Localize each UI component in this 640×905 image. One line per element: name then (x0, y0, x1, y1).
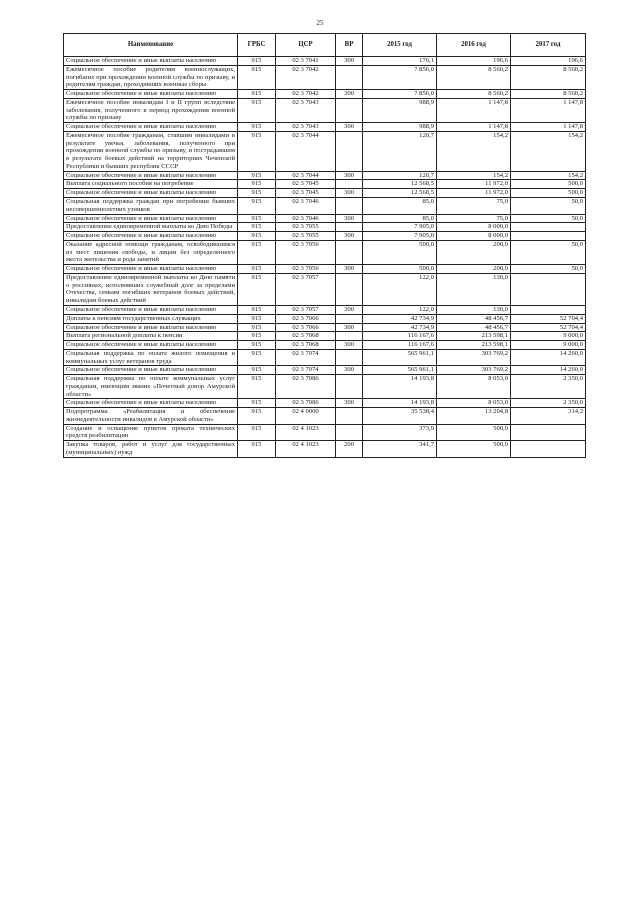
cell-vr: 300 (336, 214, 363, 223)
cell-csr: 02 3 7074 (276, 349, 336, 366)
cell-2016: 8 000,0 (437, 232, 511, 241)
cell-name: Подпрограмма «Реабилитация и обеспечение жизнедеятельности инвалидов в Амурской области» (64, 408, 238, 425)
cell-2016: 154,2 (437, 131, 511, 171)
cell-vr (336, 332, 363, 341)
cell-csr: 02 3 7074 (276, 366, 336, 375)
cell-grbs: 915 (238, 314, 276, 323)
cell-2015: 988,9 (363, 98, 437, 122)
cell-2015: 7 905,0 (363, 232, 437, 241)
cell-2016: 213 598,1 (437, 332, 511, 341)
cell-grbs: 915 (238, 240, 276, 264)
table-row (64, 65, 586, 89)
cell-grbs: 915 (238, 375, 276, 399)
cell-name: Предоставление единовременной выплаты ко Дню Победы (64, 223, 238, 232)
cell-name: Социальная поддержка по оплате жилого помещения и коммунальных услуг ветеранов труда (64, 349, 238, 366)
cell-2016: 11 972,0 (437, 180, 511, 189)
cell-2015: 120,7 (363, 171, 437, 180)
table-row (64, 232, 586, 241)
cell-2015: 988,9 (363, 123, 437, 132)
cell-grbs: 915 (238, 305, 276, 314)
cell-csr: 02 3 7056 (276, 240, 336, 264)
cell-name: Социальное обеспечение и иные выплаты населению (64, 265, 238, 274)
cell-csr: 02 3 7044 (276, 171, 336, 180)
cell-2016: 13 204,8 (437, 408, 511, 425)
cell-csr: 02 3 7068 (276, 341, 336, 350)
cell-name: Социальное обеспечение и иные выплаты населению (64, 214, 238, 223)
cell-vr: 300 (336, 341, 363, 350)
cell-name: Социальное обеспечение и иные выплаты населению (64, 399, 238, 408)
cell-csr: 02 4 1023 (276, 424, 336, 441)
table-row (64, 408, 586, 425)
cell-2017: 9 000,0 (511, 341, 586, 350)
table-row (64, 323, 586, 332)
cell-grbs: 915 (238, 265, 276, 274)
cell-2016: 200,0 (437, 265, 511, 274)
table-row (64, 366, 586, 375)
cell-vr (336, 424, 363, 441)
cell-2015: 35 538,4 (363, 408, 437, 425)
cell-csr: 02 3 7042 (276, 90, 336, 99)
cell-vr: 300 (336, 399, 363, 408)
cell-csr: 02 4 1023 (276, 441, 336, 458)
cell-2016: 500,0 (437, 441, 511, 458)
table-row (64, 90, 586, 99)
cell-name: Доплаты к пенсиям государственных служащих (64, 314, 238, 323)
table-row (64, 424, 586, 441)
cell-vr (336, 198, 363, 215)
cell-2015: 500,0 (363, 240, 437, 264)
cell-csr: 02 3 7043 (276, 123, 336, 132)
cell-name: Закупка товаров, работ и услуг для государственных (муниципальных) нужд (64, 441, 238, 458)
cell-2015: 565 961,1 (363, 349, 437, 366)
cell-2017: 1 147,8 (511, 98, 586, 122)
cell-2017: 9 000,0 (511, 332, 586, 341)
table-row (64, 171, 586, 180)
cell-vr: 300 (336, 366, 363, 375)
cell-vr: 200 (336, 441, 363, 458)
cell-2016: 75,0 (437, 198, 511, 215)
cell-vr (336, 65, 363, 89)
cell-2015: 565 961,1 (363, 366, 437, 375)
page-number: 25 (316, 19, 324, 27)
cell-csr: 02 3 7056 (276, 265, 336, 274)
cell-2017: 2 350,0 (511, 399, 586, 408)
cell-grbs: 915 (238, 232, 276, 241)
cell-2016: 1 147,8 (437, 98, 511, 122)
cell-vr: 300 (336, 189, 363, 198)
cell-2017: 50,0 (511, 214, 586, 223)
cell-2015: 122,0 (363, 305, 437, 314)
cell-vr: 300 (336, 171, 363, 180)
table-row (64, 349, 586, 366)
cell-2015: 116 167,6 (363, 332, 437, 341)
cell-vr (336, 240, 363, 264)
cell-2017 (511, 441, 586, 458)
cell-vr (336, 98, 363, 122)
cell-csr: 02 3 7045 (276, 180, 336, 189)
cell-name: Социальное обеспечение и иные выплаты населению (64, 323, 238, 332)
header-row (64, 34, 586, 57)
cell-csr: 02 3 7055 (276, 232, 336, 241)
cell-2016: 154,2 (437, 171, 511, 180)
table-row (64, 123, 586, 132)
cell-2017: 1 147,8 (511, 123, 586, 132)
table-row (64, 375, 586, 399)
cell-grbs: 915 (238, 65, 276, 89)
cell-csr: 02 3 7066 (276, 314, 336, 323)
cell-2016: 130,0 (437, 273, 511, 305)
cell-csr: 02 3 7055 (276, 223, 336, 232)
cell-2015: 7 905,0 (363, 223, 437, 232)
cell-vr (336, 131, 363, 171)
cell-2015: 122,0 (363, 273, 437, 305)
cell-grbs: 915 (238, 189, 276, 198)
table-row (64, 214, 586, 223)
cell-vr (336, 375, 363, 399)
cell-2017 (511, 424, 586, 441)
cell-2015: 85,0 (363, 214, 437, 223)
cell-csr: 02 3 7045 (276, 189, 336, 198)
cell-2016: 48 456,7 (437, 323, 511, 332)
cell-grbs: 915 (238, 123, 276, 132)
cell-2017: 8 560,2 (511, 65, 586, 89)
cell-grbs: 915 (238, 323, 276, 332)
cell-csr: 02 3 7066 (276, 323, 336, 332)
cell-2017 (511, 223, 586, 232)
cell-2015: 500,0 (363, 265, 437, 274)
cell-grbs: 915 (238, 98, 276, 122)
cell-name: Социальное обеспечение и иные выплаты населению (64, 366, 238, 375)
cell-grbs: 915 (238, 399, 276, 408)
cell-2015: 14 193,8 (363, 375, 437, 399)
cell-2017: 14 260,0 (511, 349, 586, 366)
cell-name: Социальное обеспечение и иные выплаты населению (64, 189, 238, 198)
cell-2016: 213 598,1 (437, 341, 511, 350)
cell-2015: 341,7 (363, 441, 437, 458)
table-row (64, 57, 586, 66)
cell-2017: 8 560,2 (511, 90, 586, 99)
cell-2016: 8 000,0 (437, 223, 511, 232)
cell-csr: 02 3 7044 (276, 131, 336, 171)
cell-csr: 02 3 7046 (276, 214, 336, 223)
cell-grbs: 915 (238, 131, 276, 171)
table-row (64, 265, 586, 274)
cell-2015: 12 568,5 (363, 189, 437, 198)
cell-2015: 85,0 (363, 198, 437, 215)
cell-vr: 300 (336, 123, 363, 132)
header-grbs: ГРБС (238, 34, 276, 57)
cell-vr (336, 180, 363, 189)
cell-csr: 02 3 7043 (276, 98, 336, 122)
cell-2015: 7 856,0 (363, 65, 437, 89)
cell-2017 (511, 305, 586, 314)
cell-2016: 8 053,0 (437, 375, 511, 399)
cell-name: Социальное обеспечение и иные выплаты населению (64, 305, 238, 314)
cell-2016: 303 769,2 (437, 349, 511, 366)
cell-2015: 120,7 (363, 131, 437, 171)
table-row (64, 314, 586, 323)
cell-2017: 52 704,4 (511, 323, 586, 332)
cell-csr: 02 3 7086 (276, 399, 336, 408)
cell-name: Оказание адресной помощи гражданам, освободившимся из мест лишения свободы, и лицам без определенного места жительства и рода занятий (64, 240, 238, 264)
cell-2016: 500,0 (437, 424, 511, 441)
cell-2016: 48 456,7 (437, 314, 511, 323)
cell-name: Социальное обеспечение и иные выплаты населению (64, 171, 238, 180)
cell-2015: 176,1 (363, 57, 437, 66)
cell-grbs: 915 (238, 341, 276, 350)
cell-vr (336, 273, 363, 305)
header-2015: 2015 год (363, 34, 437, 57)
table-row (64, 305, 586, 314)
table-row (64, 240, 586, 264)
cell-csr: 02 3 7086 (276, 375, 336, 399)
cell-2017: 50,0 (511, 240, 586, 264)
header-csr: ЦСР (276, 34, 336, 57)
cell-2016: 8 560,2 (437, 90, 511, 99)
cell-2016: 1 147,8 (437, 123, 511, 132)
cell-2015: 14 193,8 (363, 399, 437, 408)
header-2017: 2017 год (511, 34, 586, 57)
cell-csr: 02 3 7068 (276, 332, 336, 341)
cell-2015: 116 167,6 (363, 341, 437, 350)
cell-2017: 314,2 (511, 408, 586, 425)
cell-2017: 2 350,0 (511, 375, 586, 399)
cell-2015: 373,9 (363, 424, 437, 441)
cell-vr: 300 (336, 232, 363, 241)
cell-grbs: 915 (238, 424, 276, 441)
cell-2017: 50,0 (511, 198, 586, 215)
cell-grbs: 915 (238, 349, 276, 366)
cell-2015: 7 856,0 (363, 90, 437, 99)
cell-name: Ежемесячное пособие родителям военнослужащих, погибших при прохождении военной службы по призыву, и родителям граждан, проходивших военные сборы (64, 65, 238, 89)
cell-vr (336, 314, 363, 323)
cell-grbs: 915 (238, 214, 276, 223)
cell-grbs: 915 (238, 332, 276, 341)
table-row (64, 189, 586, 198)
cell-vr: 300 (336, 90, 363, 99)
table-row (64, 399, 586, 408)
cell-csr: 02 4 0000 (276, 408, 336, 425)
cell-name: Создание и оснащение пунктов проката технических средств реабилитации (64, 424, 238, 441)
table-body (64, 57, 586, 458)
header-name: Наименование (64, 34, 238, 57)
cell-2017: 50,0 (511, 265, 586, 274)
cell-grbs: 915 (238, 90, 276, 99)
cell-2016: 196,6 (437, 57, 511, 66)
cell-2017: 500,0 (511, 189, 586, 198)
cell-name: Выплата региональной доплаты к пенсии (64, 332, 238, 341)
cell-csr: 02 3 7057 (276, 273, 336, 305)
budget-table (63, 33, 586, 458)
table-row (64, 332, 586, 341)
cell-2016: 130,0 (437, 305, 511, 314)
cell-2017 (511, 273, 586, 305)
cell-name: Социальное обеспечение и иные выплаты населению (64, 123, 238, 132)
cell-name: Выплата социального пособия на погребение (64, 180, 238, 189)
cell-name: Социальная поддержка граждан при погребении бывших несовершеннолетних узников (64, 198, 238, 215)
header-2016: 2016 год (437, 34, 511, 57)
cell-name: Социальное обеспечение и иные выплаты населению (64, 341, 238, 350)
cell-csr: 02 3 7041 (276, 57, 336, 66)
cell-2017: 500,0 (511, 180, 586, 189)
cell-grbs: 915 (238, 223, 276, 232)
cell-2015: 12 568,5 (363, 180, 437, 189)
cell-vr: 300 (336, 57, 363, 66)
cell-vr: 300 (336, 265, 363, 274)
table-row (64, 273, 586, 305)
table-row (64, 180, 586, 189)
cell-csr: 02 3 7057 (276, 305, 336, 314)
table-header (64, 34, 586, 57)
cell-grbs: 915 (238, 366, 276, 375)
cell-grbs: 915 (238, 171, 276, 180)
cell-2017: 154,2 (511, 131, 586, 171)
cell-name: Предоставление единовременной выплаты ко Дню памяти о россиянах, исполнявших служебный долг за пределами Отечества, семьям погибших ветеранов боевых действий, инвалидам боевых действий (64, 273, 238, 305)
table-row (64, 441, 586, 458)
cell-grbs: 915 (238, 57, 276, 66)
cell-vr (336, 349, 363, 366)
cell-grbs: 915 (238, 408, 276, 425)
cell-2016: 303 769,2 (437, 366, 511, 375)
header-vr: ВР (336, 34, 363, 57)
cell-2017: 196,6 (511, 57, 586, 66)
cell-name: Социальное обеспечение и иные выплаты населению (64, 90, 238, 99)
cell-2017: 52 704,4 (511, 314, 586, 323)
table-row (64, 341, 586, 350)
cell-grbs: 915 (238, 273, 276, 305)
cell-2017: 14 260,0 (511, 366, 586, 375)
cell-name: Социальное обеспечение и иные выплаты населению (64, 232, 238, 241)
cell-name: Ежемесячное пособие гражданам, ставшим инвалидами в результате увечья, заболевания, полученного при прохождении военной службы по призыву, и пострадавшим в результате боевых действий на территориях Чеченской Республики и бывших республик СССР (64, 131, 238, 171)
cell-vr (336, 223, 363, 232)
cell-vr: 300 (336, 323, 363, 332)
cell-2015: 42 734,9 (363, 314, 437, 323)
cell-vr (336, 408, 363, 425)
cell-2015: 42 734,9 (363, 323, 437, 332)
cell-grbs: 915 (238, 180, 276, 189)
cell-name: Ежемесячное пособие инвалидам I и II групп вследствие заболевания, полученного в период прохождения военной службы по призыву (64, 98, 238, 122)
cell-grbs: 915 (238, 441, 276, 458)
table-row (64, 198, 586, 215)
cell-2016: 8 560,2 (437, 65, 511, 89)
cell-grbs: 915 (238, 198, 276, 215)
cell-name: Социальная поддержка по оплате коммунальных услуг гражданам, имеющим звание «Почетный донор Амурской области» (64, 375, 238, 399)
cell-csr: 02 3 7042 (276, 65, 336, 89)
table-row (64, 98, 586, 122)
cell-name: Социальное обеспечение и иные выплаты населению (64, 57, 238, 66)
cell-2016: 200,0 (437, 240, 511, 264)
cell-2016: 11 972,0 (437, 189, 511, 198)
cell-2017 (511, 232, 586, 241)
table-row (64, 223, 586, 232)
cell-vr: 300 (336, 305, 363, 314)
cell-csr: 02 3 7046 (276, 198, 336, 215)
cell-2016: 8 053,0 (437, 399, 511, 408)
cell-2016: 75,0 (437, 214, 511, 223)
table-row (64, 131, 586, 171)
cell-2017: 154,2 (511, 171, 586, 180)
